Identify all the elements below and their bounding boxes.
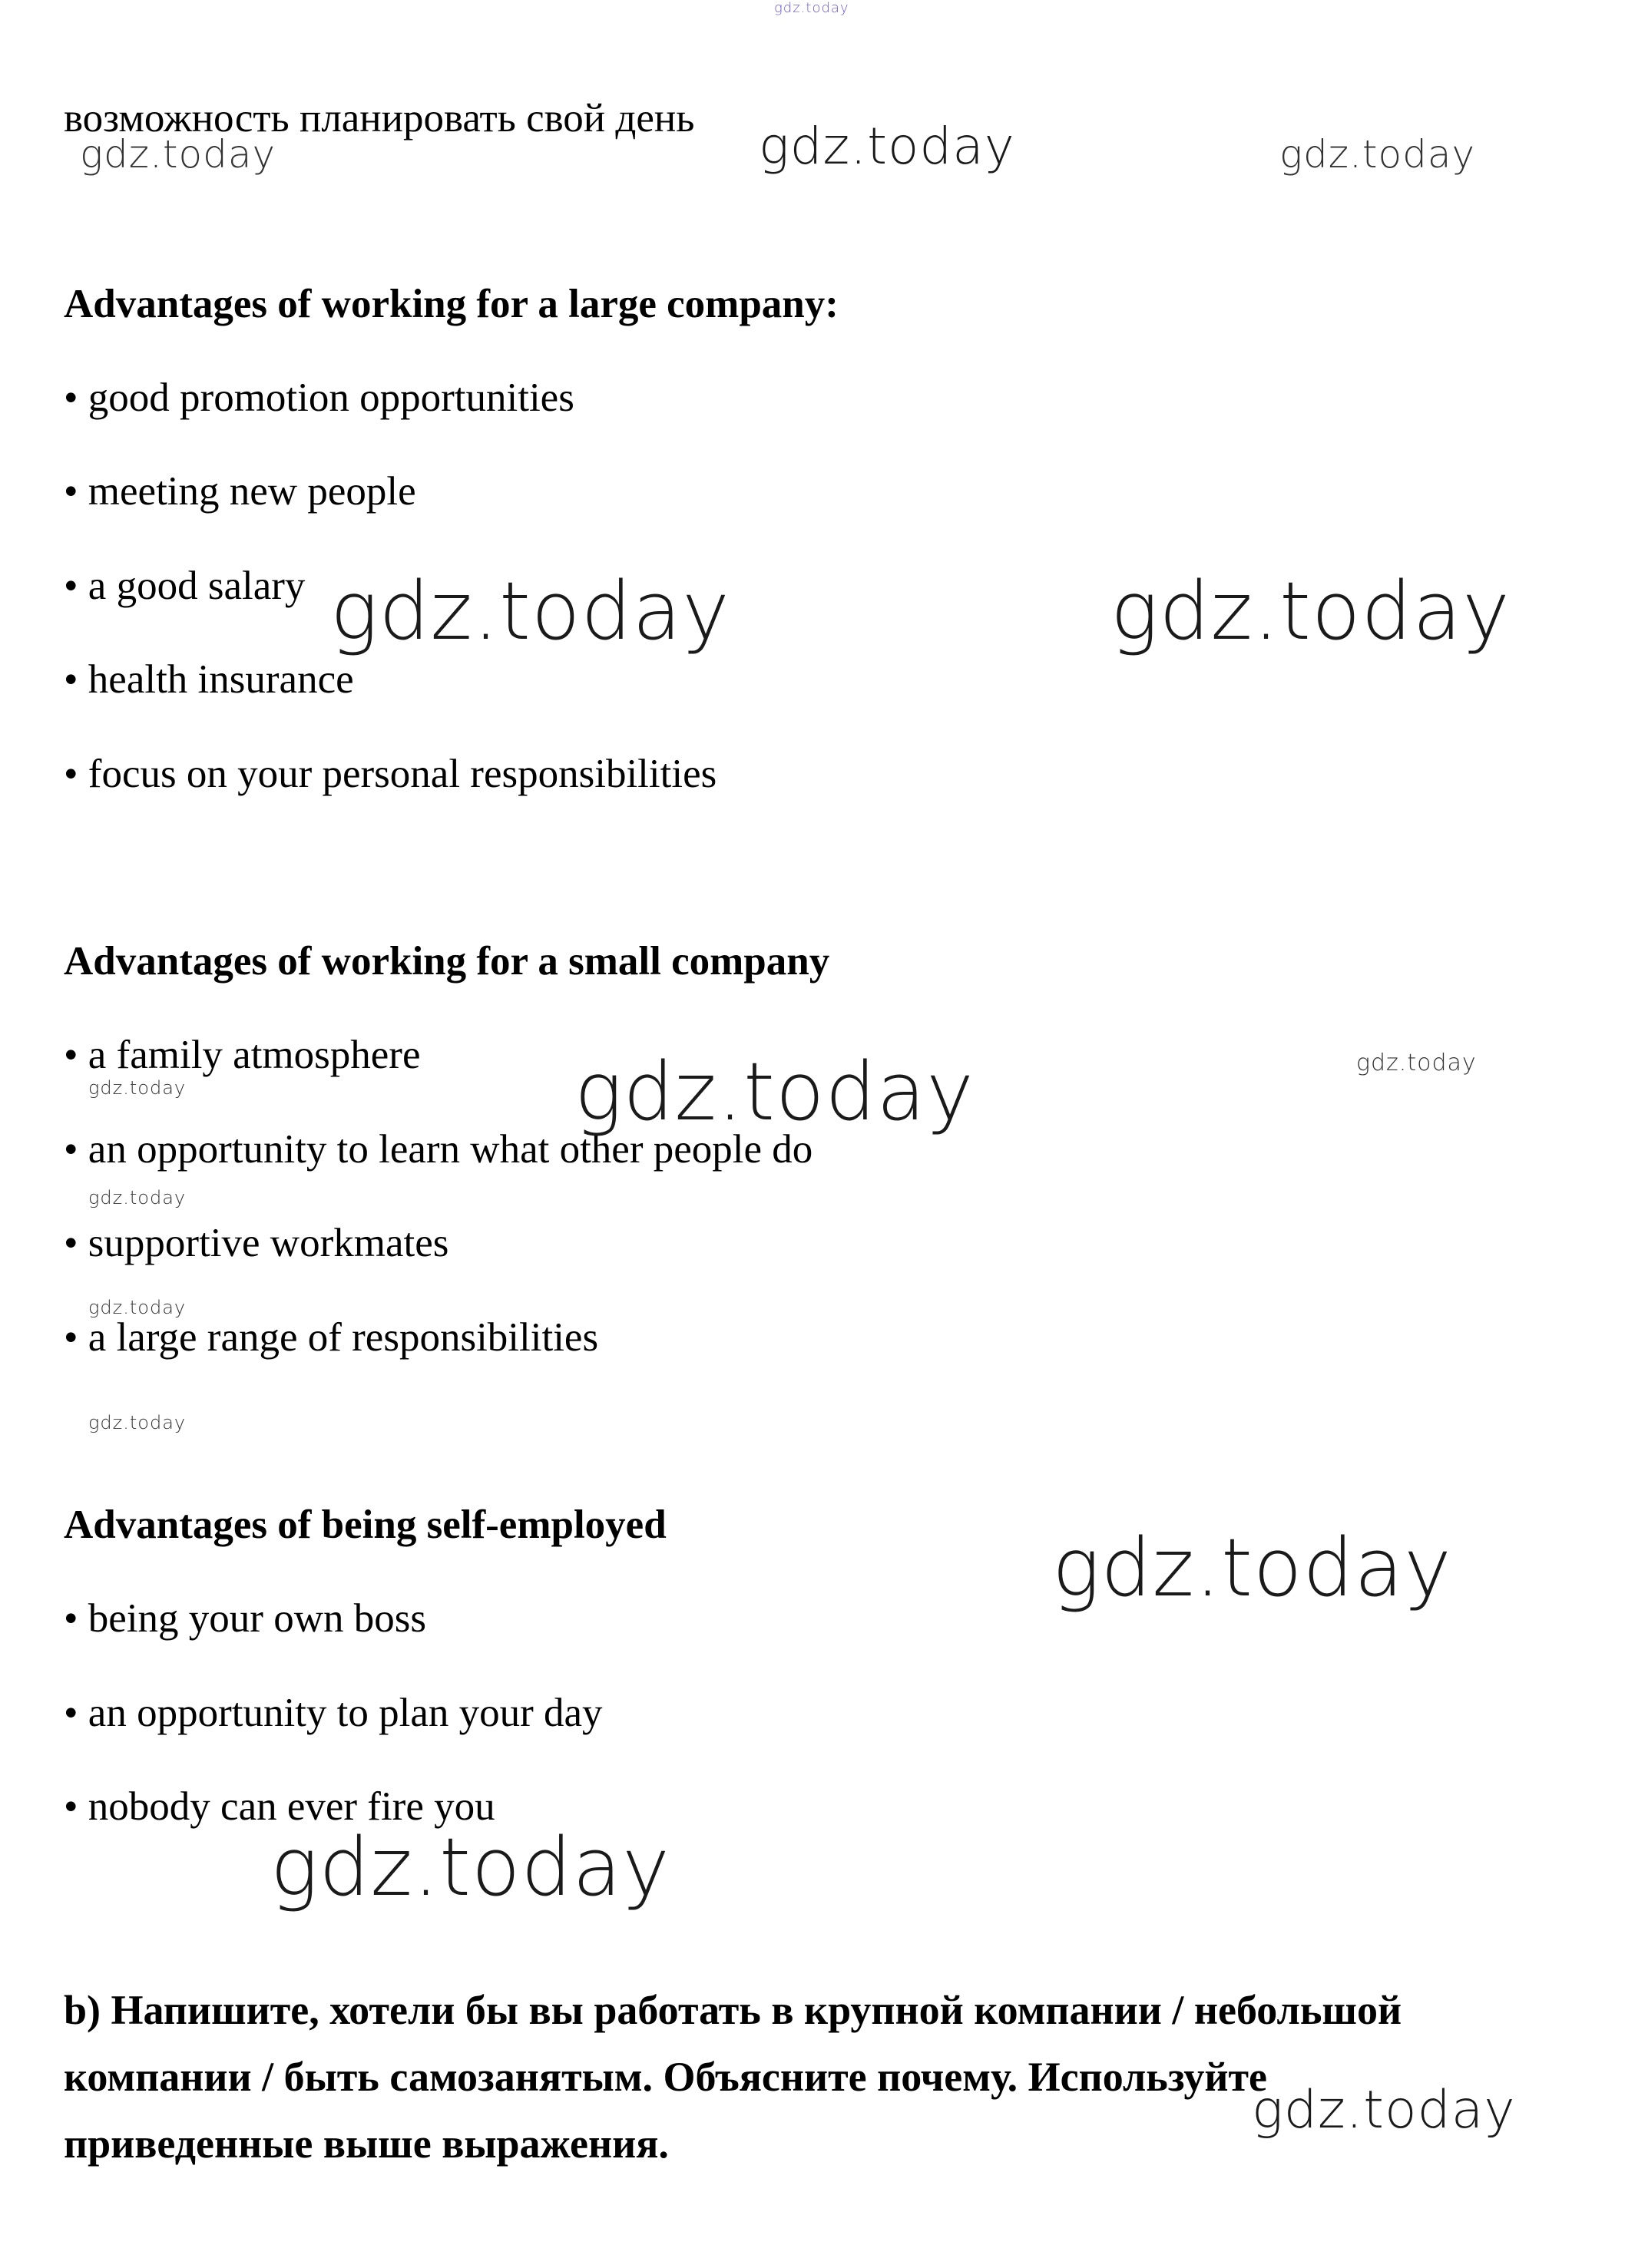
list-item: • being your own boss: [64, 1596, 426, 1641]
list-item: • a family atmosphere: [64, 1033, 421, 1077]
watermark: gdz.today: [774, 0, 849, 16]
list-item: • an opportunity to learn what other people do: [64, 1127, 813, 1172]
watermark: gdz.today: [80, 132, 276, 177]
task-b-line: b) Напишите, хотели бы вы работать в крупной компании / небольшой: [64, 1987, 1402, 2033]
watermark: gdz.today: [1356, 1050, 1477, 1076]
task-b-line: приведенные выше выражения.: [64, 2121, 669, 2167]
watermark: gdz.today: [1110, 564, 1511, 658]
watermark: gdz.today: [330, 564, 730, 658]
watermark: gdz.today: [88, 1297, 187, 1318]
watermark: gdz.today: [1252, 2080, 1516, 2141]
list-item: • a large range of responsibilities: [64, 1315, 599, 1360]
list-item: • good promotion opportunities: [64, 375, 574, 420]
list-item: • a good salary: [64, 564, 306, 608]
task-b-line: компании / быть самозанятым. Объясните почему. Используйте: [64, 2054, 1268, 2100]
list-item: • an opportunity to plan your day: [64, 1691, 603, 1735]
task-b-paragraph: [64, 1977, 1523, 2177]
watermark: gdz.today: [759, 117, 1015, 176]
list-item: • focus on your personal responsibilities: [64, 752, 717, 796]
list-item: • supportive workmates: [64, 1221, 449, 1265]
intro-line: возможность планировать свой день: [64, 96, 695, 141]
watermark: gdz.today: [1052, 1521, 1452, 1615]
section-heading-small-company: Advantages of working for a small company: [64, 939, 830, 984]
watermark: gdz.today: [88, 1187, 187, 1208]
section-heading-large-company: Advantages of working for a large company:: [64, 282, 839, 326]
watermark: gdz.today: [270, 1820, 670, 1914]
watermark: gdz.today: [1279, 132, 1476, 177]
watermark: gdz.today: [88, 1412, 187, 1433]
list-item: • nobody can ever fire you: [64, 1784, 495, 1829]
section-heading-self-employed: Advantages of being self-employed: [64, 1503, 667, 1547]
watermark: gdz.today: [574, 1045, 975, 1139]
watermark: gdz.today: [88, 1077, 187, 1099]
list-item: • health insurance: [64, 657, 354, 702]
list-item: • meeting new people: [64, 469, 416, 514]
